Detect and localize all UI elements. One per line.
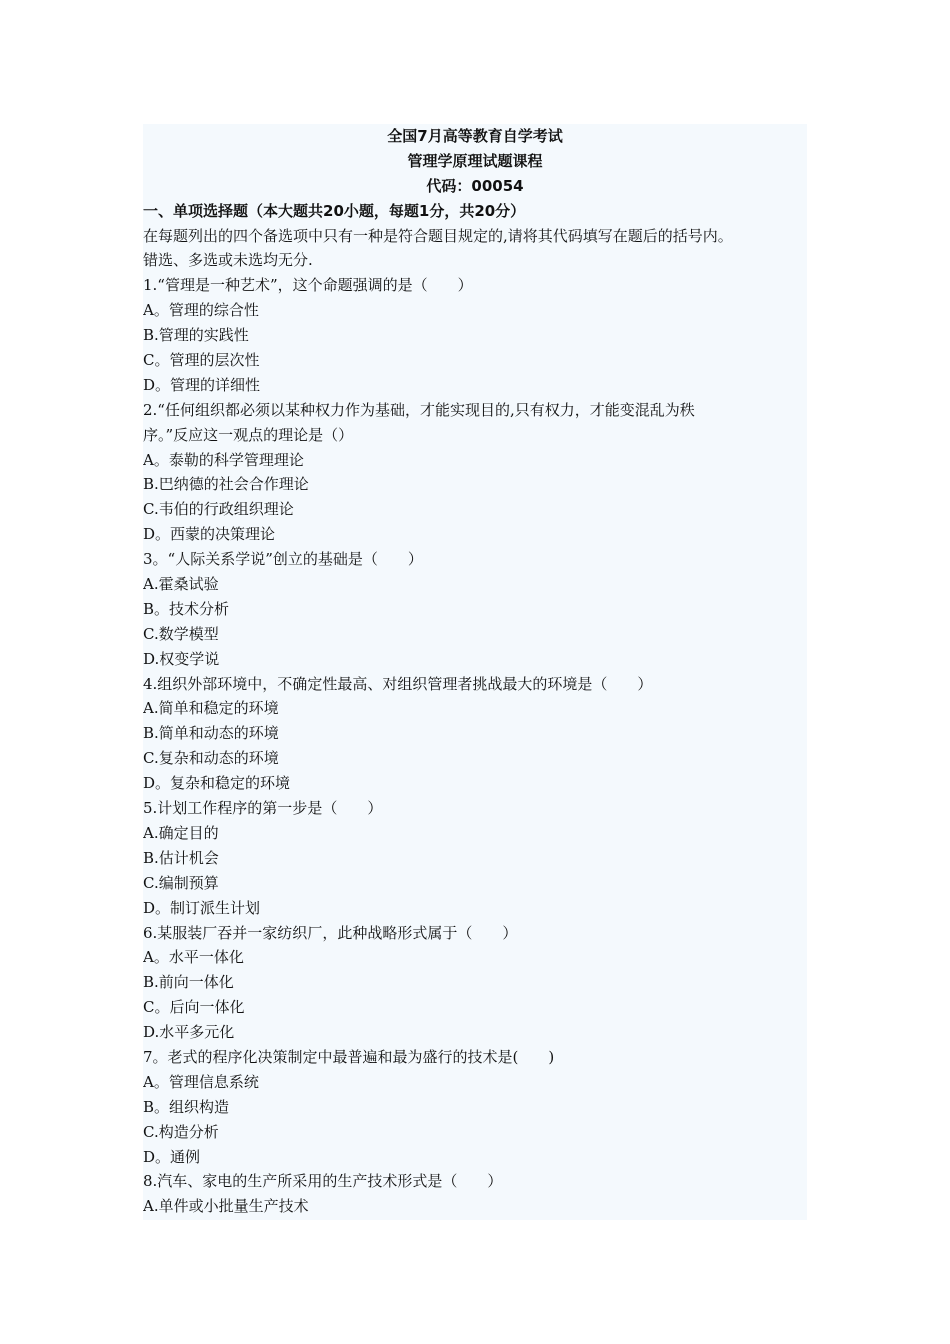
- answer-option: C.数学模型: [143, 624, 219, 643]
- course-code: 代码：00054: [426, 176, 524, 195]
- question-stem: 3。“人际关系学说”创立的基础是（ ）: [143, 550, 423, 569]
- answer-option: C。后向一体化: [143, 998, 245, 1017]
- answer-option: A。管理信息系统: [143, 1072, 259, 1091]
- answer-option: D。管理的详细性: [143, 375, 261, 394]
- question-stem: 7。老式的程序化决策制定中最普遍和最为盛行的技术是( ): [143, 1047, 555, 1066]
- instruction-line: 在每题列出的四个备选项中只有一种是符合题目规定的,请将其代码填写在题后的括号内。: [143, 226, 733, 245]
- answer-option: B.前向一体化: [143, 973, 234, 992]
- answer-option: A。水平一体化: [143, 948, 244, 967]
- exam-page: [143, 124, 807, 1220]
- question-stem: 4.组织外部环境中，不确定性最高、对组织管理者挑战最大的环境是（ ）: [143, 674, 653, 693]
- answer-option: A。管理的综合性: [143, 301, 259, 320]
- question-stem: 序。”反应这一观点的理论是（）: [143, 425, 354, 444]
- question-stem: 1.“管理是一种艺术”，这个命题强调的是（ ）: [143, 276, 473, 295]
- answer-option: C。管理的层次性: [143, 351, 260, 370]
- answer-option: A.简单和稳定的环境: [143, 699, 279, 718]
- exam-title: 全国7月高等教育自学考试: [387, 127, 563, 145]
- answer-option: B。组织构造: [143, 1097, 230, 1116]
- course-title: 管理学原理试题课程: [407, 151, 543, 170]
- answer-option: D.权变学说: [143, 649, 220, 668]
- answer-option: B.简单和动态的环境: [143, 724, 279, 743]
- answer-option: B.巴纳德的社会合作理论: [143, 475, 309, 494]
- answer-option: C.复杂和动态的环境: [143, 749, 279, 768]
- answer-option: D.水平多元化: [143, 1023, 235, 1042]
- question-stem: 8.汽车、家电的生产所采用的生产技术形式是（ ）: [143, 1172, 503, 1191]
- answer-option: B.管理的实践性: [143, 326, 249, 345]
- section-heading: 一、单项选择题（本大题共20小题，每题1分，共20分）: [143, 201, 526, 220]
- answer-option: B.估计机会: [143, 848, 219, 867]
- answer-option: A。泰勒的科学管理理论: [143, 450, 304, 469]
- answer-option: A.确定目的: [143, 823, 219, 842]
- answer-option: C.韦伯的行政组织理论: [143, 500, 294, 519]
- answer-option: D。复杂和稳定的环境: [143, 774, 291, 793]
- answer-option: C.构造分析: [143, 1122, 219, 1141]
- answer-option: A.单件或小批量生产技术: [143, 1197, 309, 1216]
- instruction-line: 错选、多选或未选均无分.: [143, 251, 313, 270]
- question-stem: 6.某服装厂吞并一家纺织厂，此种战略形式属于（ ）: [143, 923, 518, 942]
- answer-option: D。西蒙的决策理论: [143, 525, 276, 544]
- answer-option: B。技术分析: [143, 599, 230, 618]
- answer-option: A.霍桑试验: [143, 575, 219, 594]
- answer-option: D。通例: [143, 1147, 201, 1166]
- question-stem: 5.计划工作程序的第一步是（ ）: [143, 799, 383, 818]
- question-stem: 2.“任何组织都必须以某种权力作为基础，才能实现目的,只有权力，才能变混乱为秩: [143, 400, 695, 419]
- answer-option: C.编制预算: [143, 873, 219, 892]
- answer-option: D。制订派生计划: [143, 898, 261, 917]
